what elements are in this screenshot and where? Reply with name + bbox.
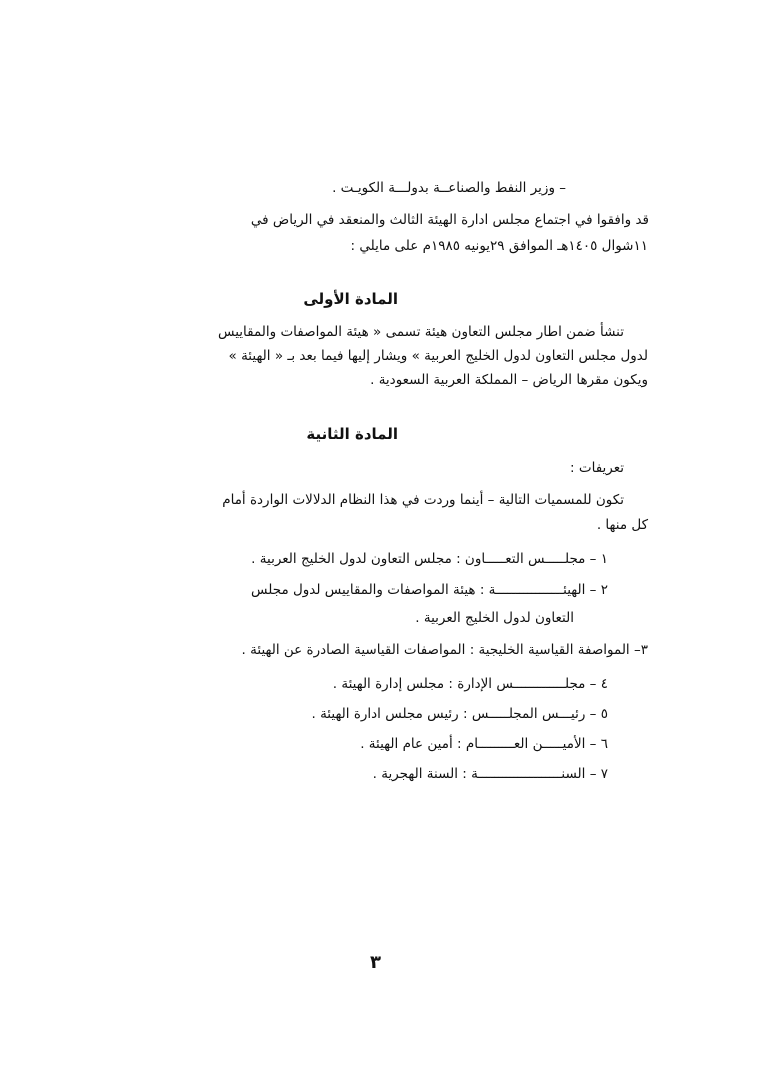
article-1-line: لدول مجلس التعاون لدول الخليج العربية » ويشار إليها فيما بعد بـ « الهيئة » <box>228 348 648 364</box>
definition-item: ٥ – رئيـــس المجلـــــس : رئيس مجلس ادارة الهيئة . <box>311 706 608 722</box>
intro-line: قد وافقوا في اجتماع مجلس ادارة الهيئة الثالث والمنعقد في الرياض في <box>250 212 649 228</box>
article-1-line: تنشأ ضمن اطار مجلس التعاون هيئة تسمى « هيئة المواصفات والمقاييس <box>217 324 624 340</box>
definition-item-continued: التعاون لدول الخليج العربية . <box>415 610 574 626</box>
intro-line: ١١شوال ١٤٠٥هـ الموافق ٢٩يونيه ١٩٨٥م على مايلي : <box>350 238 648 254</box>
article-1-line: ويكون مقرها الرياض – المملكة العربية السعودية . <box>370 372 648 388</box>
intro-line: – وزير النفط والصناعــة بدولـــة الكويـت . <box>332 180 566 196</box>
article-1-title: المادة الأولى <box>303 290 398 308</box>
article-2-subtitle: تعريفات : <box>570 460 624 476</box>
definition-item: ٤ – مجلـــــــــــــس الإدارة : مجلس إدارة الهيئة . <box>332 676 608 692</box>
definition-item: ٦ – الأميـــــن العـــــــــام : أمين عام الهيئة . <box>360 736 608 752</box>
definition-item: ٢ – الهيئـــــــــــــــــة : هيئة المواصفات والمقاييس لدول مجلس <box>251 582 608 598</box>
article-2-para: كل منها . <box>596 517 648 533</box>
definition-item: ٧ – السنـــــــــــــــــــــة : السنة الهجرية . <box>372 766 608 782</box>
definition-item: ١ – مجلـــــس التعـــــاون : مجلس التعاون لدول الخليج العربية . <box>251 551 608 567</box>
article-2-title: المادة الثانية <box>306 425 398 443</box>
article-2-para: تكون للمسميات التالية – أينما وردت في هذا النظام الدلالات الواردة أمام <box>222 492 624 508</box>
page-number: ٣ <box>370 952 381 973</box>
definition-item: ٣– المواصفة القياسية الخليجية : المواصفات القياسية الصادرة عن الهيئة . <box>241 642 648 658</box>
